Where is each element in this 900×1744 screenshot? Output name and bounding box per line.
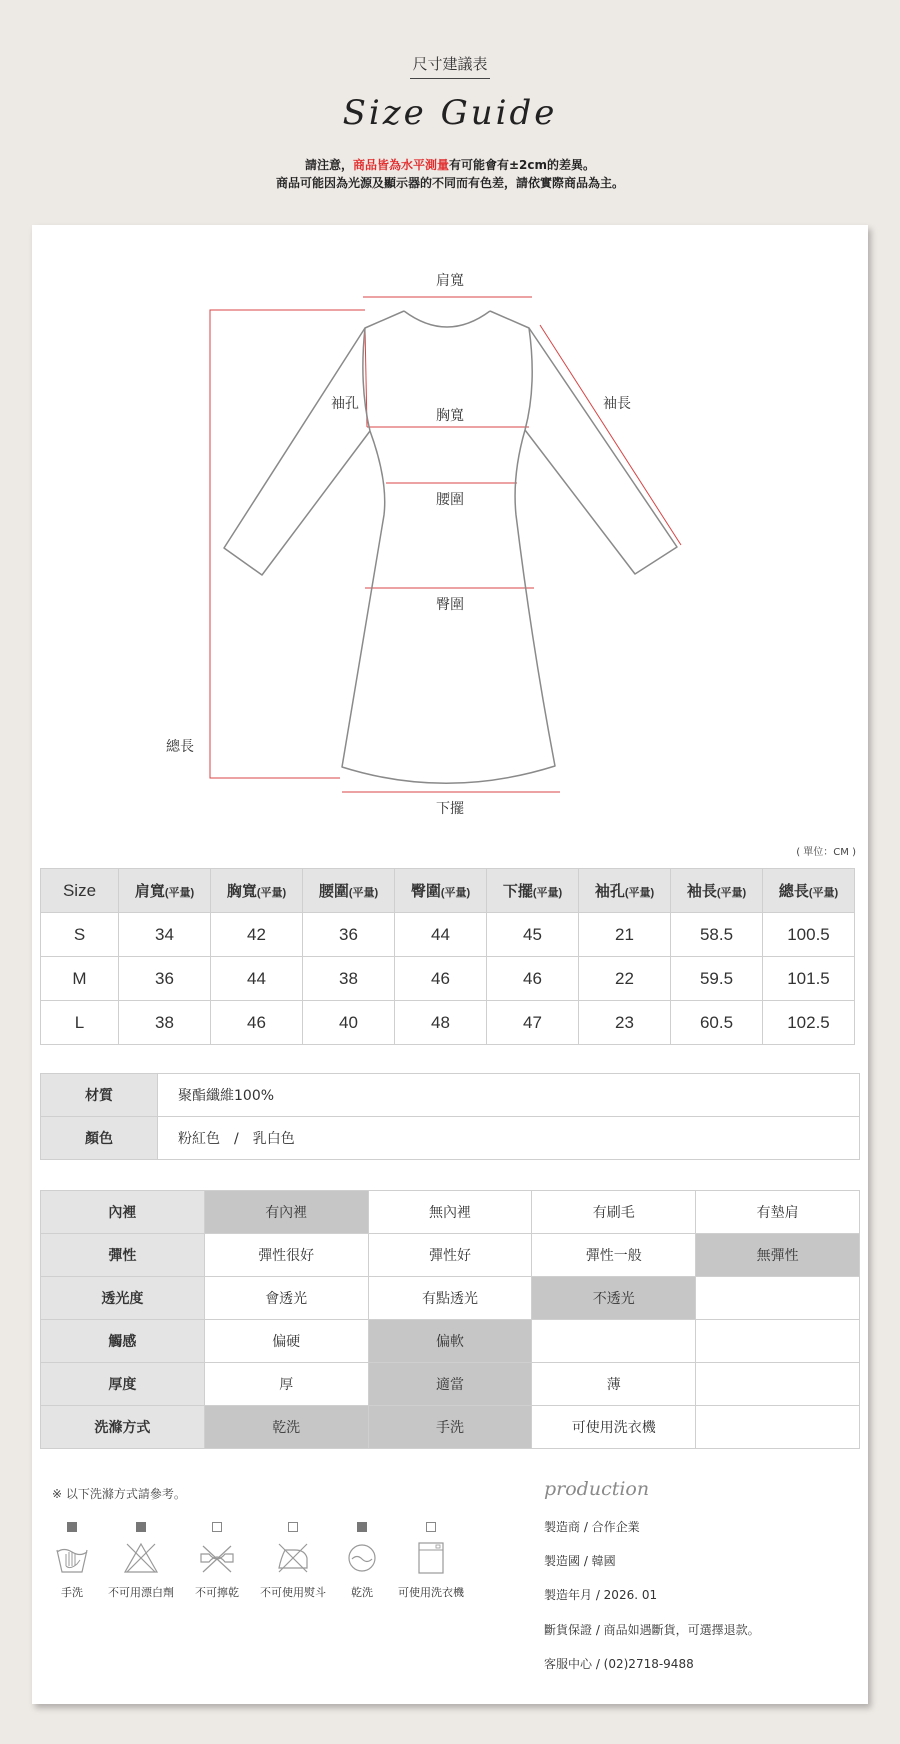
care-checkbox	[212, 1522, 222, 1532]
value-cell: 38	[303, 957, 395, 1001]
production-line: 製造商 / 合作企業	[544, 1520, 640, 1534]
property-label: 彈性	[41, 1234, 205, 1277]
notice-pre: 請注意，	[304, 158, 353, 172]
value-cell: 36	[303, 913, 395, 957]
value-cell: 21	[579, 913, 671, 957]
notice-highlight: 商品皆為水平測量	[352, 158, 449, 172]
dress-outline-svg	[32, 225, 868, 845]
property-row	[41, 1191, 860, 1234]
column-name: 臀圍	[410, 883, 441, 900]
column-name: 肩寬	[134, 883, 165, 900]
size-table-header	[41, 869, 855, 913]
table-row	[41, 913, 855, 957]
column-header	[119, 869, 211, 913]
material-label: 材質	[41, 1074, 158, 1117]
column-header	[395, 869, 487, 913]
property-table	[40, 1190, 860, 1449]
value-cell: 101.5	[763, 957, 855, 1001]
care-label: 不可使用熨斗	[260, 1586, 326, 1599]
column-name: 腰圍	[318, 883, 349, 900]
value-cell: 42	[211, 913, 303, 957]
property-option: 有內裡	[204, 1191, 368, 1234]
color-label: 顏色	[41, 1117, 158, 1160]
care-checkbox	[357, 1522, 367, 1532]
property-option: 不透光	[532, 1277, 696, 1320]
production-line: 製造國 / 韓國	[544, 1554, 616, 1568]
neckline	[404, 311, 490, 327]
property-row	[41, 1406, 860, 1449]
notice-line-1	[0, 156, 900, 174]
subtitle	[0, 53, 900, 79]
value-cell: 59.5	[671, 957, 763, 1001]
value-cell: 102.5	[763, 1001, 855, 1045]
notice-line-2: 商品可能因為光源及顯示器的不同而有色差，請依實際商品為主。	[275, 176, 624, 190]
property-option: 厚	[204, 1363, 368, 1406]
size-table	[40, 868, 855, 1045]
care-checkbox	[288, 1522, 298, 1532]
care-label: 不可擰乾	[195, 1586, 239, 1599]
label-shoulder: 肩寬	[436, 273, 464, 289]
column-name: 袖孔	[594, 883, 625, 900]
column-suffix: (平量)	[808, 887, 839, 899]
table-row	[41, 1001, 855, 1045]
property-row	[41, 1363, 860, 1406]
value-cell: 60.5	[671, 1001, 763, 1045]
care-label: 可使用洗衣機	[398, 1586, 464, 1599]
value-cell: 22	[579, 957, 671, 1001]
property-option	[696, 1363, 860, 1406]
property-row	[41, 1320, 860, 1363]
column-suffix: (平量)	[256, 887, 287, 899]
unit-label: ( 單位：CM )	[796, 847, 856, 858]
material-table	[40, 1073, 860, 1160]
value-cell: 46	[487, 957, 579, 1001]
hand-wash-icon	[54, 1540, 90, 1576]
property-option: 有刷毛	[532, 1191, 696, 1234]
column-header	[487, 869, 579, 913]
washing-machine-icon	[413, 1540, 449, 1576]
value-cell: 100.5	[763, 913, 855, 957]
property-option: 偏硬	[204, 1320, 368, 1363]
care-checkbox	[67, 1522, 77, 1532]
size-cell: L	[41, 1001, 119, 1045]
material-value: 聚酯纖維100%	[158, 1074, 860, 1117]
property-option: 手洗	[368, 1406, 532, 1449]
property-option: 適當	[368, 1363, 532, 1406]
column-suffix: (平量)	[440, 887, 471, 899]
property-option: 薄	[532, 1363, 696, 1406]
property-option	[696, 1277, 860, 1320]
value-cell: 40	[303, 1001, 395, 1045]
column-name: 胸寬	[226, 883, 257, 900]
value-cell: 23	[579, 1001, 671, 1045]
production-line: 客服中心 / (02)2718-9488	[544, 1657, 694, 1671]
column-header	[763, 869, 855, 913]
column-header	[303, 869, 395, 913]
label-waist: 腰圍	[436, 492, 464, 508]
value-cell: 47	[487, 1001, 579, 1045]
property-option: 有墊肩	[696, 1191, 860, 1234]
label-sleeve: 袖長	[603, 396, 631, 412]
column-name: 總長	[778, 883, 809, 900]
property-label: 內裡	[41, 1191, 205, 1234]
column-name: 下擺	[502, 883, 533, 900]
property-label: 觸感	[41, 1320, 205, 1363]
table-row	[41, 957, 855, 1001]
column-header	[671, 869, 763, 913]
care-note: ※ 以下洗滌方式請參考。	[52, 1487, 186, 1501]
value-cell: 34	[119, 913, 211, 957]
care-checkbox	[136, 1522, 146, 1532]
care-label: 不可用漂白劑	[108, 1586, 174, 1599]
property-option: 彈性很好	[204, 1234, 368, 1277]
value-cell: 36	[119, 957, 211, 1001]
no-iron-icon	[275, 1540, 311, 1576]
property-label: 洗滌方式	[41, 1406, 205, 1449]
size-cell: M	[41, 957, 119, 1001]
no-bleach-icon	[123, 1540, 159, 1576]
property-option: 乾洗	[204, 1406, 368, 1449]
size-column-header: Size	[41, 869, 119, 913]
value-cell: 46	[395, 957, 487, 1001]
value-cell: 45	[487, 913, 579, 957]
label-length: 總長	[166, 739, 194, 755]
length-line	[210, 310, 365, 778]
notice-post: 有可能會有±2cm的差異。	[449, 158, 596, 172]
column-suffix: (平量)	[348, 887, 379, 899]
column-header	[211, 869, 303, 913]
property-option: 偏軟	[368, 1320, 532, 1363]
property-option	[696, 1406, 860, 1449]
property-option: 可使用洗衣機	[532, 1406, 696, 1449]
value-cell: 38	[119, 1001, 211, 1045]
column-header	[579, 869, 671, 913]
property-option: 會透光	[204, 1277, 368, 1320]
property-option: 無內裡	[368, 1191, 532, 1234]
sleeve-line	[540, 325, 681, 545]
label-hem: 下擺	[436, 801, 464, 817]
care-label: 乾洗	[351, 1586, 373, 1599]
care-label: 手洗	[61, 1586, 83, 1599]
value-cell: 58.5	[671, 913, 763, 957]
column-suffix: (平量)	[716, 887, 747, 899]
dry-clean-icon	[344, 1540, 380, 1576]
column-suffix: (平量)	[624, 887, 655, 899]
property-option: 彈性好	[368, 1234, 532, 1277]
subtitle-text: 尺寸建議表	[410, 53, 489, 79]
property-option: 有點透光	[368, 1277, 532, 1320]
no-wring-icon	[199, 1540, 235, 1576]
size-card	[32, 225, 868, 1704]
care-checkbox	[426, 1522, 436, 1532]
column-suffix: (平量)	[532, 887, 563, 899]
material-row	[41, 1074, 860, 1117]
left-sleeve	[224, 311, 404, 575]
property-option: 無彈性	[696, 1234, 860, 1277]
property-option	[532, 1320, 696, 1363]
right-armhole	[525, 328, 532, 430]
value-cell: 48	[395, 1001, 487, 1045]
page-title: Size Guide	[342, 93, 558, 133]
production-line: 製造年月 / 2026. 01	[544, 1588, 658, 1602]
notice	[0, 156, 900, 192]
property-row	[41, 1234, 860, 1277]
property-label: 厚度	[41, 1363, 205, 1406]
dress-diagram	[32, 225, 868, 845]
production-title: production	[544, 1478, 650, 1500]
column-name: 袖長	[686, 883, 717, 900]
label-hip: 臀圍	[436, 597, 464, 613]
value-cell: 44	[395, 913, 487, 957]
property-option	[696, 1320, 860, 1363]
value-cell: 44	[211, 957, 303, 1001]
size-cell: S	[41, 913, 119, 957]
label-armhole: 袖孔	[331, 396, 359, 412]
color-row	[41, 1117, 860, 1160]
value-cell: 46	[211, 1001, 303, 1045]
property-option: 彈性一般	[532, 1234, 696, 1277]
property-row	[41, 1277, 860, 1320]
color-value: 粉紅色 / 乳白色	[158, 1117, 860, 1160]
production-line: 斷貨保證 / 商品如遇斷貨，可選擇退款。	[544, 1623, 760, 1637]
property-label: 透光度	[41, 1277, 205, 1320]
column-suffix: (平量)	[164, 887, 195, 899]
label-chest: 胸寬	[436, 408, 464, 424]
